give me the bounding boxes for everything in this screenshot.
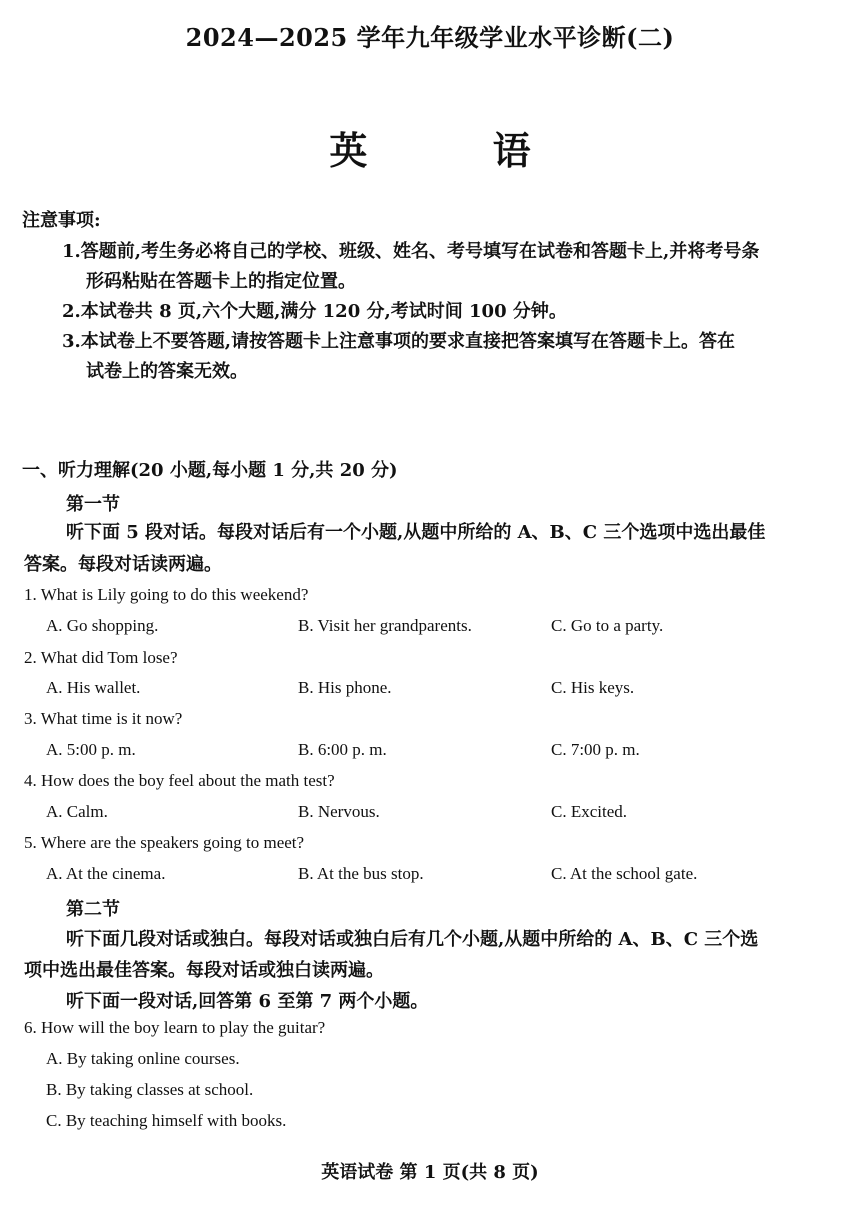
notice-text: 答题前,考生务必将自己的学校、班级、姓名、考号填写在试卷和答题卡上,并将考号条 (80, 241, 760, 262)
option-c: C. Excited. (551, 802, 628, 821)
option-b: B. His phone. (298, 678, 392, 697)
option-b: B. Visit her grandparents. (298, 616, 472, 635)
question-stem: 5. Where are the speakers going to meet? (24, 833, 305, 852)
notice-num: 3. (62, 331, 81, 352)
notice-item (62, 237, 832, 297)
notice-text: 本试卷共 8 页,六个大题,满分 120 分,考试时间 100 分钟。 (80, 301, 567, 322)
section-heading: 一、听力理解(20 小题,每小题 1 分,共 20 分) (22, 460, 398, 481)
part2-instruction-line2: 项中选出最佳答案。每段对话或独白读两遍。 (24, 960, 384, 981)
subject-title: 英 语 (329, 128, 587, 173)
part2-title: 第二节 (66, 899, 120, 920)
question-stem: 1. What is Lily going to do this weekend? (24, 585, 309, 604)
question-stem: 3. What time is it now? (24, 709, 183, 728)
option-a: A. Go shopping. (46, 616, 159, 635)
question-stem: 2. What did Tom lose? (24, 648, 178, 667)
question-stem: 6. How will the boy learn to play the guitar? (24, 1018, 326, 1037)
part1-title: 第一节 (66, 494, 120, 515)
option-c: C. 7:00 p. m. (551, 740, 640, 759)
option-a: A. At the cinema. (46, 864, 166, 883)
notice-num: 2. (62, 301, 81, 322)
part2-sub-instruction: 听下面一段对话,回答第 6 至第 7 两个小题。 (66, 991, 429, 1012)
page-footer: 英语试卷 第 1 页(共 8 页) (321, 1162, 539, 1183)
exam-title: 2024—2025 学年九年级学业水平诊断(二) (185, 23, 675, 52)
option-c: C. His keys. (551, 678, 635, 697)
notice-text: 本试卷上不要答题,请按答题卡上注意事项的要求直接把答案填写在答题卡上。答在 (80, 331, 736, 352)
notice-item (62, 297, 832, 327)
part1-instruction-line1: 听下面 5 段对话。每段对话后有一个小题,从题中所给的 A、B、C 三个选项中选出最佳 (66, 522, 766, 543)
option-c: C. Go to a party. (551, 616, 664, 635)
notice-text-cont: 形码粘贴在答题卡上的指定位置。 (86, 271, 356, 292)
option-a: A. Calm. (46, 802, 108, 821)
notice-num: 1. (62, 241, 81, 262)
notice-list (62, 237, 832, 387)
option-b: B. At the bus stop. (298, 864, 424, 883)
question-stem: 4. How does the boy feel about the math test? (24, 771, 335, 790)
notice-text-cont: 试卷上的答案无效。 (86, 361, 248, 382)
part1-instruction-line2: 答案。每段对话读两遍。 (24, 554, 222, 575)
notice-item (62, 327, 832, 387)
option-a: A. By taking online courses. (46, 1049, 240, 1068)
option-b: B. Nervous. (298, 802, 380, 821)
option-b: B. 6:00 p. m. (298, 740, 387, 759)
notice-heading: 注意事项: (22, 210, 101, 231)
option-b: B. By taking classes at school. (46, 1080, 254, 1099)
option-a: A. 5:00 p. m. (46, 740, 136, 759)
option-c: C. By teaching himself with books. (46, 1111, 287, 1130)
option-c: C. At the school gate. (551, 864, 698, 883)
part2-instruction-line1: 听下面几段对话或独白。每段对话或独白后有几个小题,从题中所给的 A、B、C 三个选 (66, 929, 759, 950)
option-a: A. His wallet. (46, 678, 141, 697)
